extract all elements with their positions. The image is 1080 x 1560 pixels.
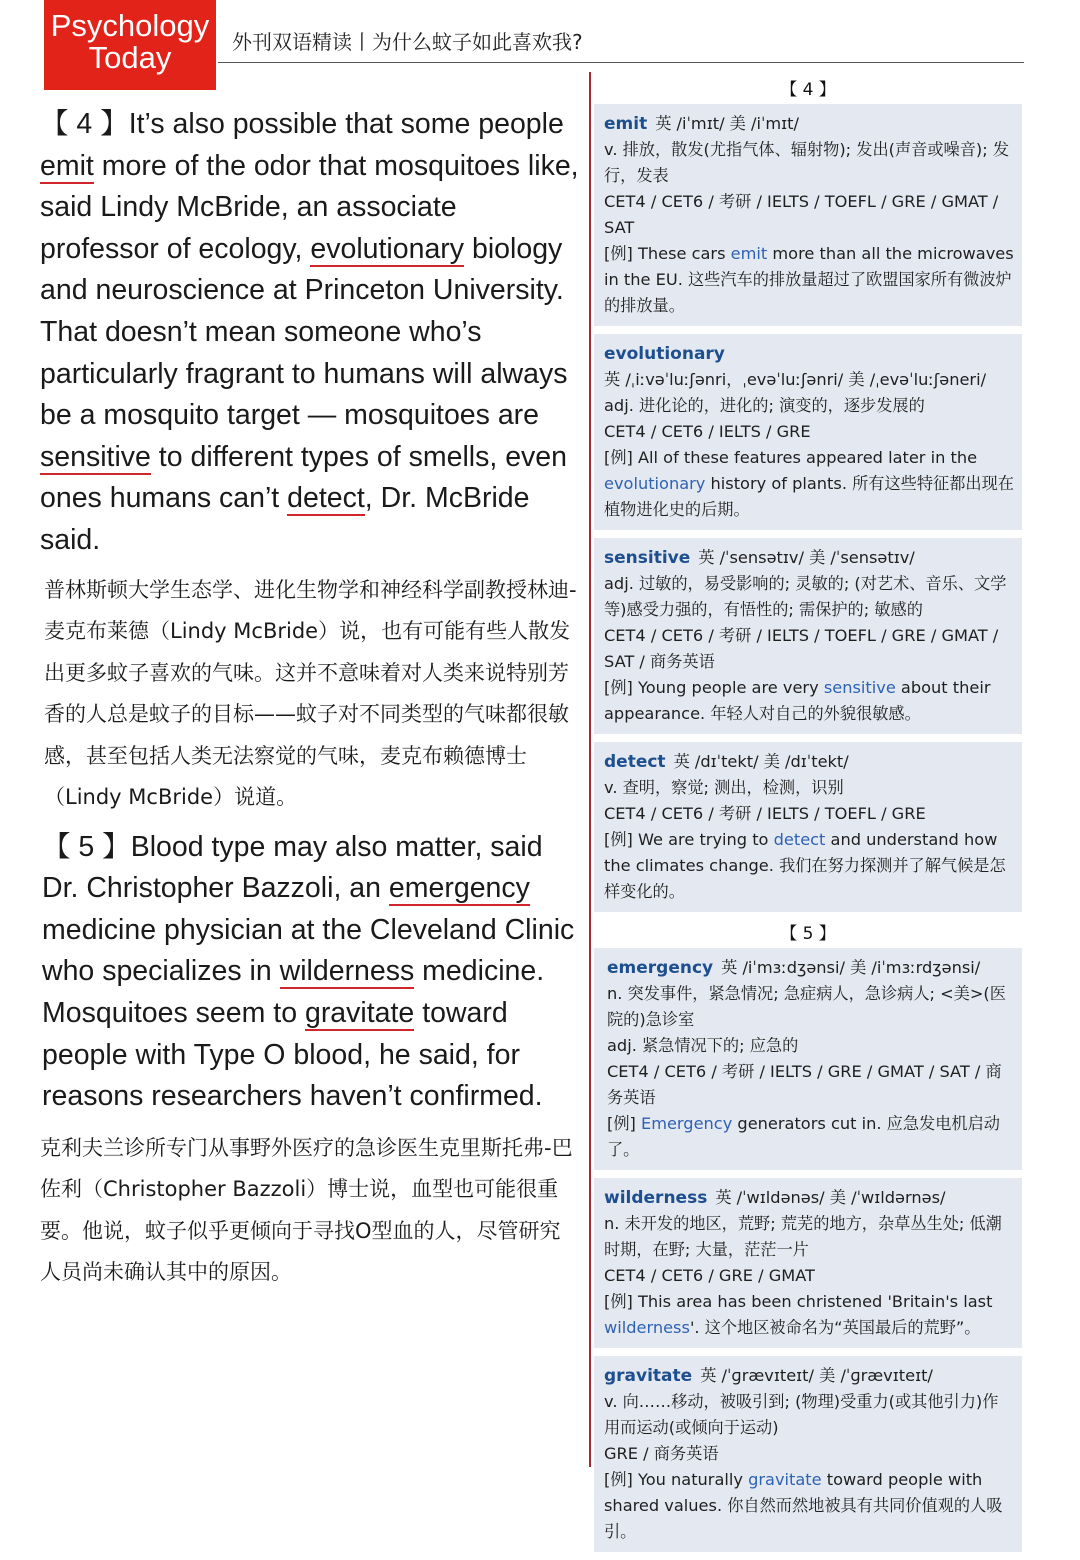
vocab-word: evolutionary — [604, 344, 725, 364]
vocab-exam-tags: CET4 / CET6 / 考研 / IELTS / GRE / GMAT / SAT / 商务英语 — [607, 1062, 1002, 1107]
example-text: [例] We are trying to — [604, 830, 774, 849]
vocab-entry-emit — [594, 104, 1022, 326]
paragraph-4-english — [40, 104, 580, 562]
vocab-definition: n. 突发事件，紧急情况; 急症病人，急诊病人; <美>(医院的)急诊室 — [607, 984, 1006, 1029]
vocab-exam-tags: CET4 / CET6 / 考研 / IELTS / TOEFL / GRE / GMAT / SAT — [604, 192, 999, 237]
vocab-exam-tags: CET4 / CET6 / GRE / GMAT — [604, 1266, 815, 1285]
vocab-entry-sensitive — [594, 538, 1022, 734]
psychology-today-logo — [44, 0, 216, 90]
keyword-emergency: emergency — [388, 872, 530, 905]
example-text: [例] This area has been christened 'Britain's last — [604, 1292, 993, 1311]
vocab-definition: adj. 过敏的，易受影响的; 灵敏的; (对艺术、音乐、文学等)感受力强的，有悟性的; 需保护的; 敏感的 — [604, 574, 1007, 619]
vocab-exam-tags: CET4 / CET6 / 考研 / IELTS / TOEFL / GRE — [604, 804, 926, 823]
example-text: more than all the microwaves in the EU. 这些汽车的排放量超过了欧盟国家所有微波炉的排放量。 — [604, 244, 1014, 315]
vocab-word: emit — [604, 114, 648, 134]
vocab-entry-detect — [594, 742, 1022, 912]
vocab-entry-wilderness — [594, 1178, 1022, 1348]
vocab-phonetic: 英 /ˈwɪldənəs/ 美 /ˈwɪldərnəs/ — [715, 1188, 946, 1207]
paragraph-4-chinese: 普林斯顿大学生态学、进化生物学和神经科学副教授林迪-麦克布莱德（Lindy McBride）说，也有可能有些人散发出更多蚊子喜欢的气味。这并不意味着对人类来说特别芳香的人总是蚊子的目标——蚊子对不同类型的气味都很敏感，甚至包括人类无法察觉的气味，麦克布赖德博士（Lindy McBride）说道。 — [44, 577, 577, 810]
vocab-exam-tags: CET4 / CET6 / IELTS / GRE — [604, 422, 811, 441]
vocab-exam-tags: GRE / 商务英语 — [604, 1444, 719, 1463]
example-keyword: detect — [773, 830, 826, 849]
vocab-example — [607, 1111, 1014, 1163]
keyword-gravitate: gravitate — [304, 996, 415, 1029]
example-text: and understand how the climates change. 我们在努力探测并了解气候是怎样变化的。 — [604, 830, 1006, 901]
vocab-definition: v. 向……移动，被吸引到; (物理)受重力(或其他引力)作用而运动(或倾向于运动) — [604, 1392, 999, 1437]
logo-line2: Today — [88, 40, 172, 75]
paragraph-index: 【 4 】 — [40, 108, 129, 140]
text-run: medicine. Mosquitoes seem to — [42, 955, 545, 1029]
text-run: Blood type may also matter, said Dr. Christopher Bazzoli, an — [42, 830, 543, 905]
keyword-wilderness: wilderness — [279, 955, 415, 988]
vocab-word: detect — [604, 752, 666, 772]
vocab-example — [604, 827, 1014, 905]
text-run: toward people with Type O blood, he said, for reasons researchers haven’t confirmed. — [42, 996, 543, 1113]
section-5-label: 【 5 】 — [780, 924, 836, 944]
vocabulary-column — [594, 76, 1022, 1560]
example-keyword: Emergency — [640, 1114, 733, 1133]
example-keyword: gravitate — [748, 1470, 822, 1489]
example-text: history of plants. 所有这些特征都出现在植物进化史的后期。 — [604, 474, 1014, 519]
vocab-definition-2: adj. 紧急情况下的; 应急的 — [607, 1036, 799, 1055]
vocab-definition: adj. 进化论的，进化的; 演变的，逐步发展的 — [604, 396, 925, 415]
vocab-phonetic: 英 /ˌiːvəˈluːʃənri，ˌevəˈluːʃənri/ 美 /ˌevəˈluːʃəneri/ — [604, 370, 987, 389]
example-text: [例] Young people are very — [604, 678, 824, 697]
vocab-example — [604, 675, 1014, 727]
example-text: [例] These cars — [604, 244, 731, 263]
text-run: biology and neuroscience at Princeton University. That doesn’t mean someone who’s particularly fragrant to humans will always be a mosquito target — mosquitoes are — [40, 232, 568, 432]
example-keyword: evolutionary — [604, 474, 706, 493]
keyword-evolutionary: evolutionary — [310, 232, 465, 265]
vocab-phonetic: 英 /dɪˈtekt/ 美 /dɪˈtekt/ — [673, 752, 849, 771]
text-run: It’s also possible that some people — [128, 108, 564, 140]
vocab-example — [604, 1289, 1014, 1341]
vocab-word: wilderness — [604, 1188, 708, 1208]
vocab-example — [604, 445, 1014, 523]
paragraph-5-english — [40, 827, 580, 1118]
example-keyword: wilderness — [604, 1318, 690, 1337]
section-4-label: 【 4 】 — [780, 80, 836, 100]
example-text: '. 这个地区被命名为“英国最后的荒野”。 — [689, 1318, 981, 1337]
vocab-word: sensitive — [604, 548, 691, 568]
keyword-emit: emit — [40, 149, 94, 182]
example-text: [例] — [607, 1114, 641, 1133]
example-keyword: sensitive — [823, 678, 896, 697]
vocab-phonetic: 英 /ˈsensətɪv/ 美 /ˈsensətɪv/ — [698, 548, 915, 567]
example-text: toward people with shared values. 你自然而然地被具有共同价值观的人吸引。 — [604, 1470, 1003, 1541]
page-title: 外刊双语精读丨为什么蚊子如此喜欢我? — [232, 30, 583, 54]
example-text: [例] You naturally — [604, 1470, 749, 1489]
text-run: medicine physician at the Cleveland Clinic who specializes in — [42, 913, 575, 988]
vocab-definition: n. 未开发的地区，荒野; 荒芜的地方，杂草丛生处; 低潮时期，在野; 大量，茫茫一片 — [604, 1214, 1002, 1259]
example-text: about their appearance. 年轻人对自己的外貌很敏感。 — [604, 678, 991, 723]
vocab-entry-evolutionary — [594, 334, 1022, 530]
keyword-detect: detect — [287, 482, 365, 515]
vocab-example — [604, 241, 1014, 319]
example-text: generators cut in. 应急发电机启动了。 — [607, 1114, 1000, 1159]
vocab-entry-emergency — [594, 948, 1022, 1170]
example-keyword: emit — [730, 244, 768, 263]
paragraph-index: 【 5 】 — [42, 830, 131, 863]
paragraph-5-chinese: 克利夫兰诊所专门从事野外医疗的急诊医生克里斯托弗-巴佐利（Christopher Bazzoli）博士说，血型也可能很重要。他说，蚊子似乎更倾向于寻找O型血的人，尽管研究人员尚未确认其中的原因。 — [40, 1135, 573, 1285]
vocab-phonetic: 英 /iˈmɜːdʒənsi/ 美 /iˈmɜːrdʒənsi/ — [721, 958, 981, 977]
logo-line1: Psychology — [50, 8, 210, 43]
example-text: [例] All of these features appeared later in the — [604, 448, 978, 467]
vocab-word: gravitate — [604, 1366, 693, 1386]
vocab-phonetic: 英 /ˈɡrævɪteɪt/ 美 /ˈɡrævɪteɪt/ — [700, 1366, 933, 1385]
vocab-word: emergency — [607, 958, 714, 978]
column-divider — [589, 72, 591, 1467]
article-column — [40, 104, 580, 1294]
text-run: , Dr. McBride said. — [40, 482, 530, 556]
vocab-phonetic: 英 /iˈmɪt/ 美 /iˈmɪt/ — [655, 114, 799, 133]
vocab-example — [604, 1467, 1014, 1545]
text-run: to different types of smells, even ones humans can’t — [40, 440, 567, 515]
text-run: more of the odor that mosquitoes like, said Lindy McBride, an associate professor of ecology, — [40, 149, 579, 265]
vocab-definition: v. 查明，察觉; 测出，检测，识别 — [604, 778, 844, 797]
vocab-definition: v. 排放，散发(尤指气体、辐射物); 发出(声音或噪音); 发行，发表 — [604, 140, 1010, 185]
vocab-exam-tags: CET4 / CET6 / 考研 / IELTS / TOEFL / GRE / GMAT / SAT / 商务英语 — [604, 626, 999, 671]
vocab-entry-gravitate — [594, 1356, 1022, 1552]
keyword-sensitive: sensitive — [40, 440, 151, 473]
header-divider — [218, 62, 1024, 63]
